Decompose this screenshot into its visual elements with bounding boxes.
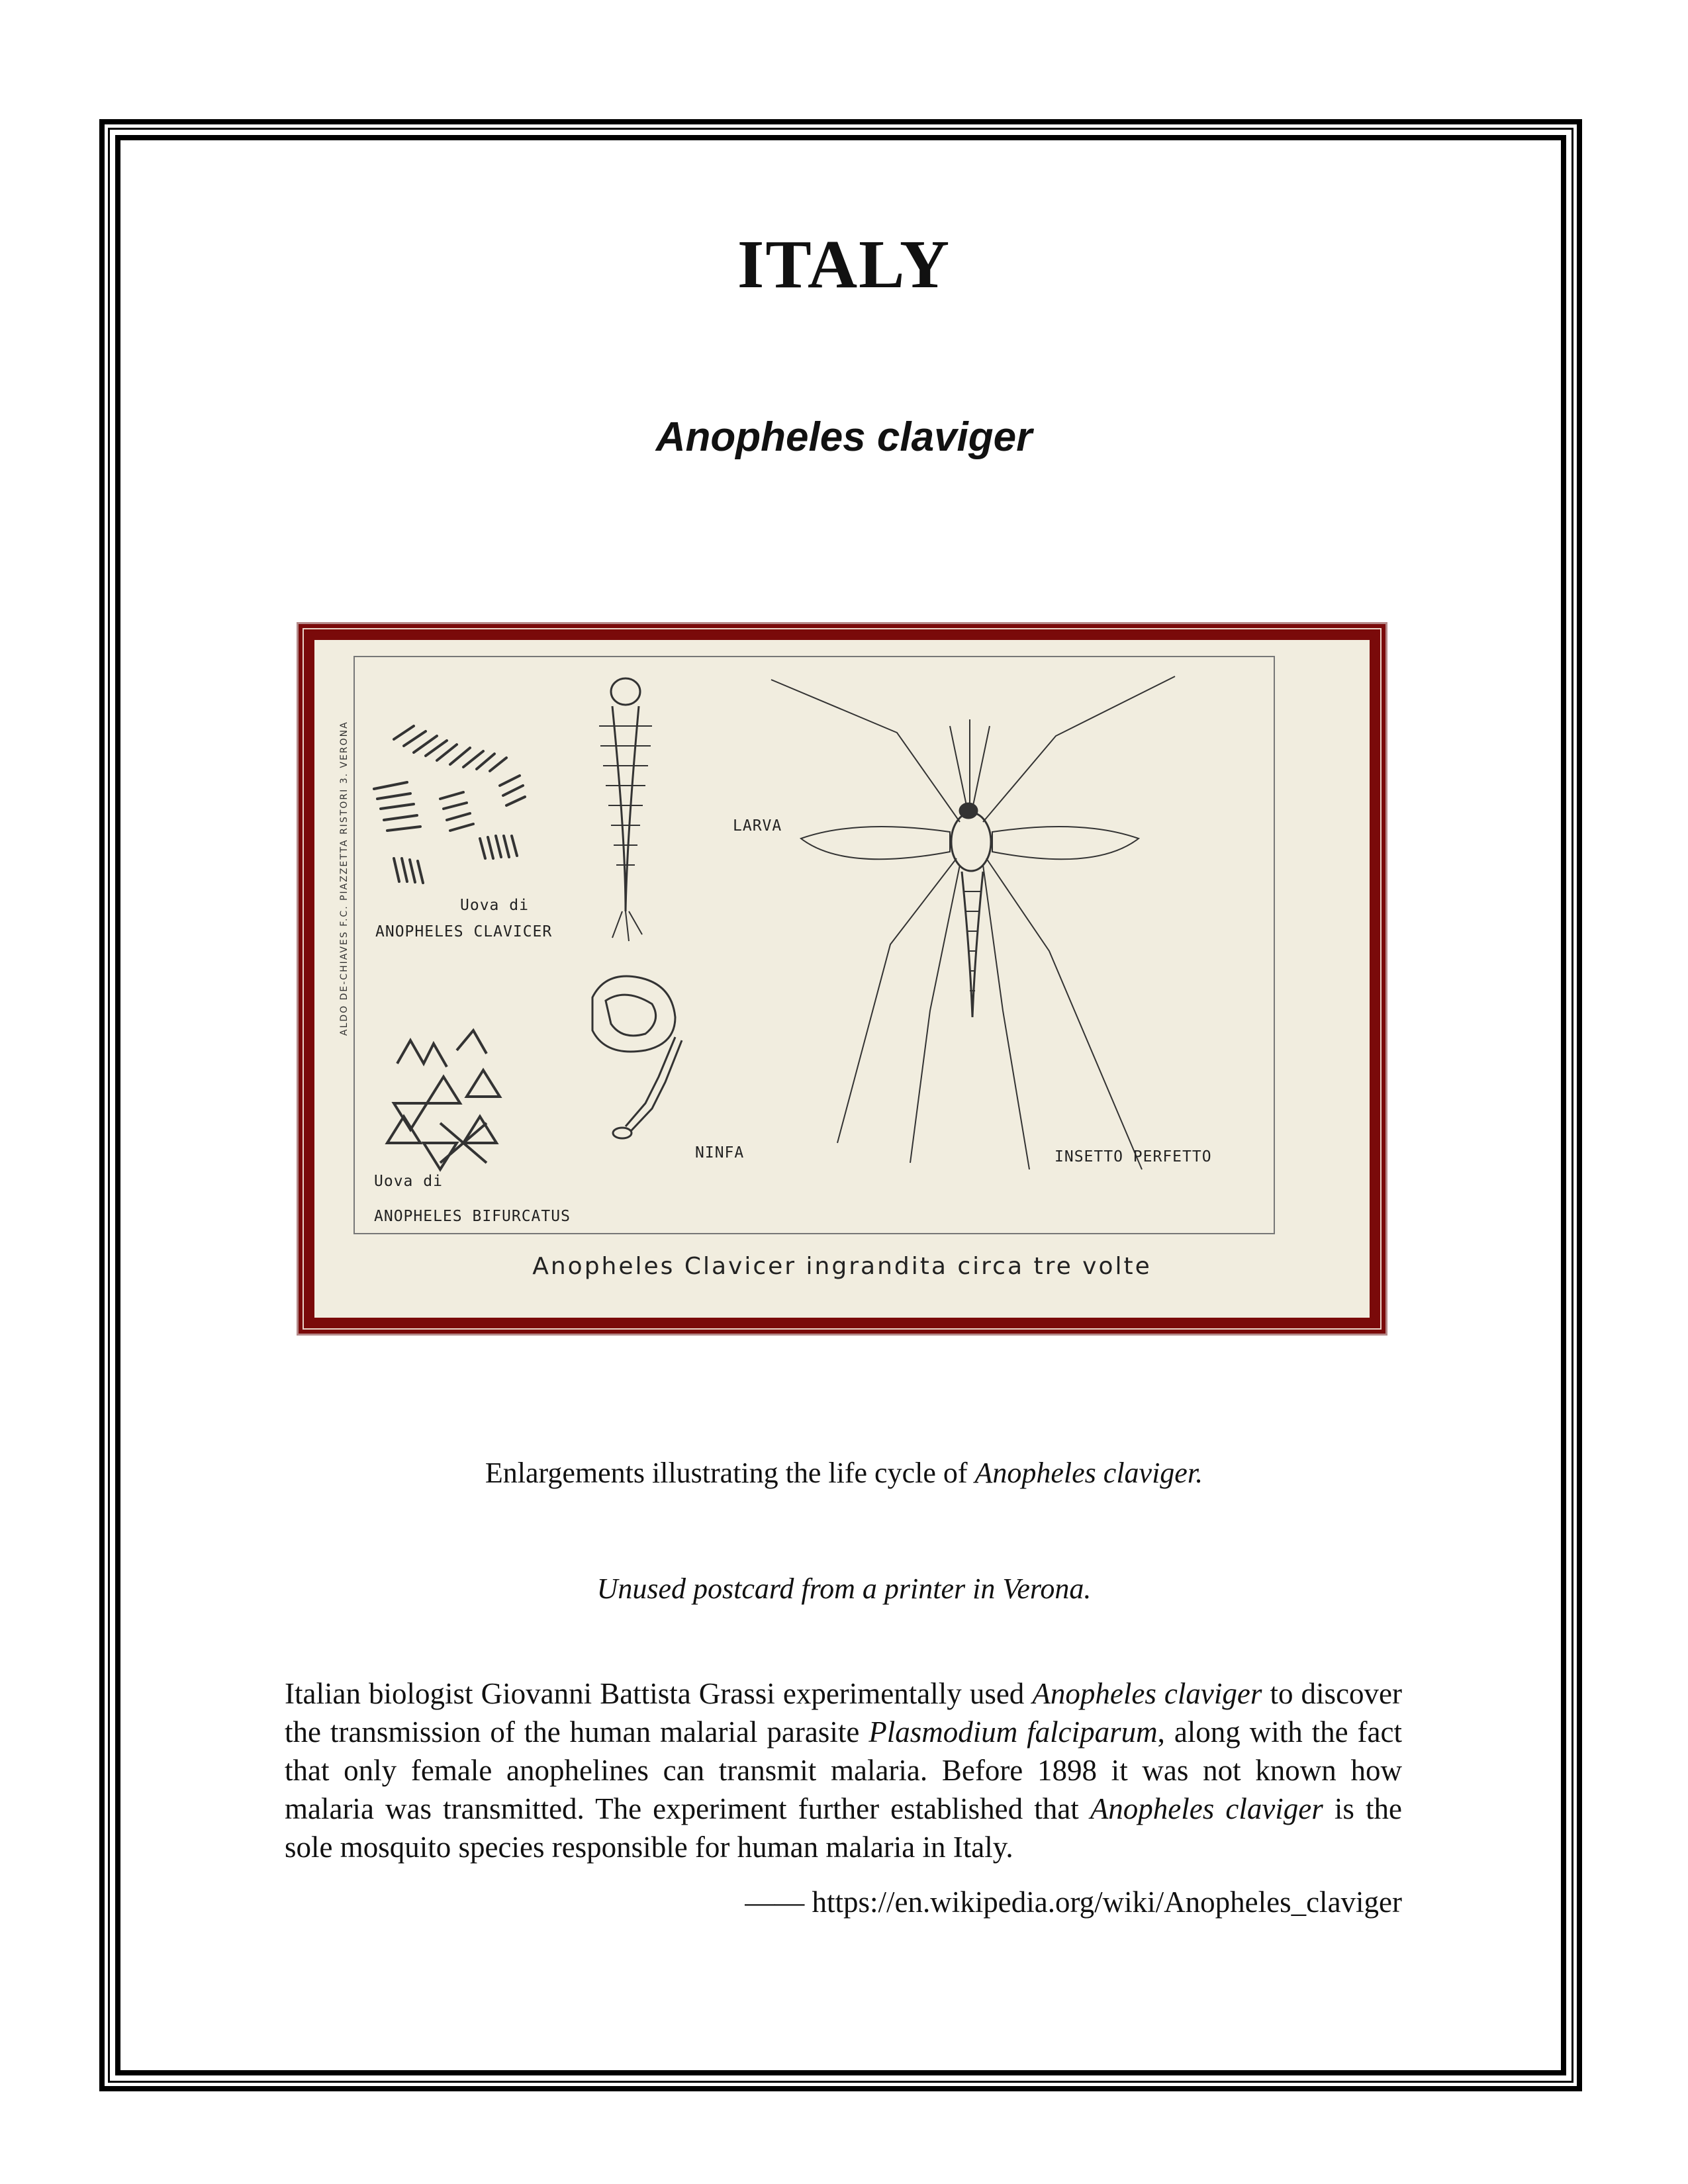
pupa-drawing	[592, 976, 682, 1138]
body-parasite-name: Plasmodium falciparum	[868, 1715, 1158, 1749]
body-text-part: Italian biologist Giovanni Battista Grassi experimentally used	[285, 1677, 1033, 1710]
larva-drawing	[599, 678, 652, 941]
body-species-name: Anopheles claviger	[1032, 1677, 1262, 1710]
image-caption	[0, 1456, 1688, 1490]
postcard-image	[314, 640, 1370, 1318]
body-text-part: is the sole mosquito species responsible for human malaria in Italy.	[285, 1792, 1402, 1864]
postcard-printer-imprint: ALDO DE-CHIAVES F.C. PIAZZETTA RISTORI 3. VERONA	[339, 721, 350, 1036]
body-text-part: to discover the transmission of the human malarial parasite	[285, 1677, 1402, 1749]
body-text-part: , along with the fact that only female anophelines can transmit malaria. Before 1898 it was not known how malaria was transmitted. The experiment further established that	[285, 1715, 1402, 1825]
label-eggs-claviger-2: ANOPHELES CLAVICER	[375, 923, 553, 940]
page-title: ITALY	[737, 226, 951, 302]
body-paragraph	[285, 1674, 1402, 1866]
postcard-caption: Anopheles Clavicer ingrandita circa tre volte	[532, 1253, 1152, 1280]
eggs-claviger-drawing	[374, 726, 525, 883]
image-caption-species: Anopheles claviger.	[974, 1457, 1203, 1489]
image-caption-text: Enlargements illustrating the life cycle of	[485, 1457, 975, 1489]
source-link[interactable]: —— https://en.wikipedia.org/wiki/Anopheles_claviger	[745, 1886, 1402, 1919]
body-species-name: Anopheles claviger	[1090, 1792, 1323, 1825]
label-ninfa: NINFA	[695, 1144, 745, 1161]
page-subtitle: Anopheles claviger	[655, 414, 1033, 460]
plate-border	[354, 657, 1274, 1234]
label-insetto-perfetto: INSETTO PERFETTO	[1055, 1148, 1212, 1165]
label-eggs-bifurcatus-2: ANOPHELES BIFURCATUS	[374, 1208, 571, 1225]
mosquito-drawing	[771, 676, 1175, 1169]
eggs-bifurcatus-drawing	[387, 1030, 500, 1169]
label-eggs-bifurcatus-1: Uova di	[374, 1173, 443, 1190]
postcard-note: Unused postcard from a printer in Verona.	[596, 1572, 1092, 1605]
label-eggs-claviger-1: Uova di	[460, 897, 529, 914]
label-larva: LARVA	[733, 817, 782, 835]
